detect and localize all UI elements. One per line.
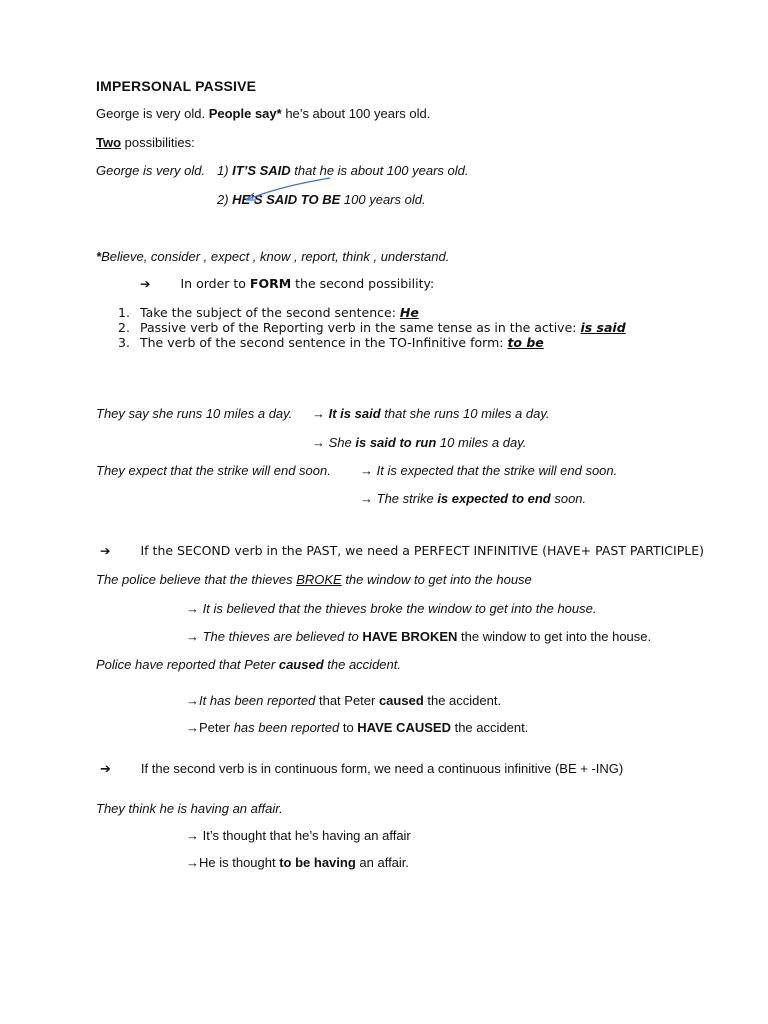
- intro-sentence: George is very old. People say* he’s about 100 years old.: [96, 106, 431, 121]
- example-thieves-a: → It is believed that the thieves broke the window to get into the house.: [186, 601, 597, 616]
- example-affair-source: They think he is having an affair.: [96, 801, 283, 816]
- page-title: IMPERSONAL PASSIVE: [96, 78, 257, 94]
- list-item: 2. Passive verb of the Reporting verb in the same tense as in the active: is said: [118, 320, 626, 335]
- possibilities-heading: Two possibilities:: [96, 135, 195, 150]
- example-thieves-source: The police believe that the thieves BROKE the window to get into the house: [96, 572, 532, 587]
- continuous-rule: ➔ If the second verb is in continuous form, we need a continuous infinitive (BE + -ING): [100, 761, 624, 777]
- steps-list: [96, 305, 768, 350]
- reporting-verbs-note: *Believe, consider , expect , know , report, think , understand.: [96, 249, 450, 264]
- example-run-b: → She is said to run 10 miles a day.: [312, 435, 527, 450]
- example-strike-source: They expect that the strike will end soon.: [96, 463, 331, 478]
- list-item: 1. Take the subject of the second sentence: He: [118, 305, 419, 320]
- possibility-1: 1) IT’S SAID that he is about 100 years old.: [217, 163, 469, 178]
- example-strike-a: → It is expected that the strike will end soon.: [360, 463, 618, 478]
- list-item: 3. The verb of the second sentence in the TO-Infinitive form: to be: [118, 335, 544, 350]
- example-peter-b: →Peter has been reported to HAVE CAUSED the accident.: [186, 720, 529, 735]
- example-lead: George is very old.: [96, 163, 206, 178]
- example-run-a: → It is said that she runs 10 miles a day.: [312, 406, 550, 421]
- right-arrow-icon: ➔: [100, 543, 111, 558]
- example-strike-b: → The strike is expected to end soon.: [360, 491, 587, 506]
- example-affair-b: →He is thought to be having an affair.: [186, 855, 410, 870]
- right-arrow-icon: ➔: [140, 276, 151, 291]
- past-rule: ➔ If the SECOND verb in the PAST, we need a PERFECT INFINITIVE (HAVE+ PAST PARTICIPLE): [100, 543, 704, 558]
- example-peter-source: Police have reported that Peter caused the accident.: [96, 657, 401, 672]
- form-rule: ➔ In order to FORM the second possibility:: [140, 276, 435, 291]
- example-affair-a: → It’s thought that he’s having an affair: [186, 828, 411, 843]
- example-run-source: They say she runs 10 miles a day.: [96, 406, 293, 421]
- right-arrow-icon: ➔: [100, 762, 111, 777]
- possibility-2: 2) HE’S SAID TO BE 100 years old.: [217, 192, 426, 207]
- example-peter-a: →It has been reported that Peter caused the accident.: [186, 693, 502, 708]
- example-thieves-b: → The thieves are believed to HAVE BROKEN the window to get into the house.: [186, 629, 652, 644]
